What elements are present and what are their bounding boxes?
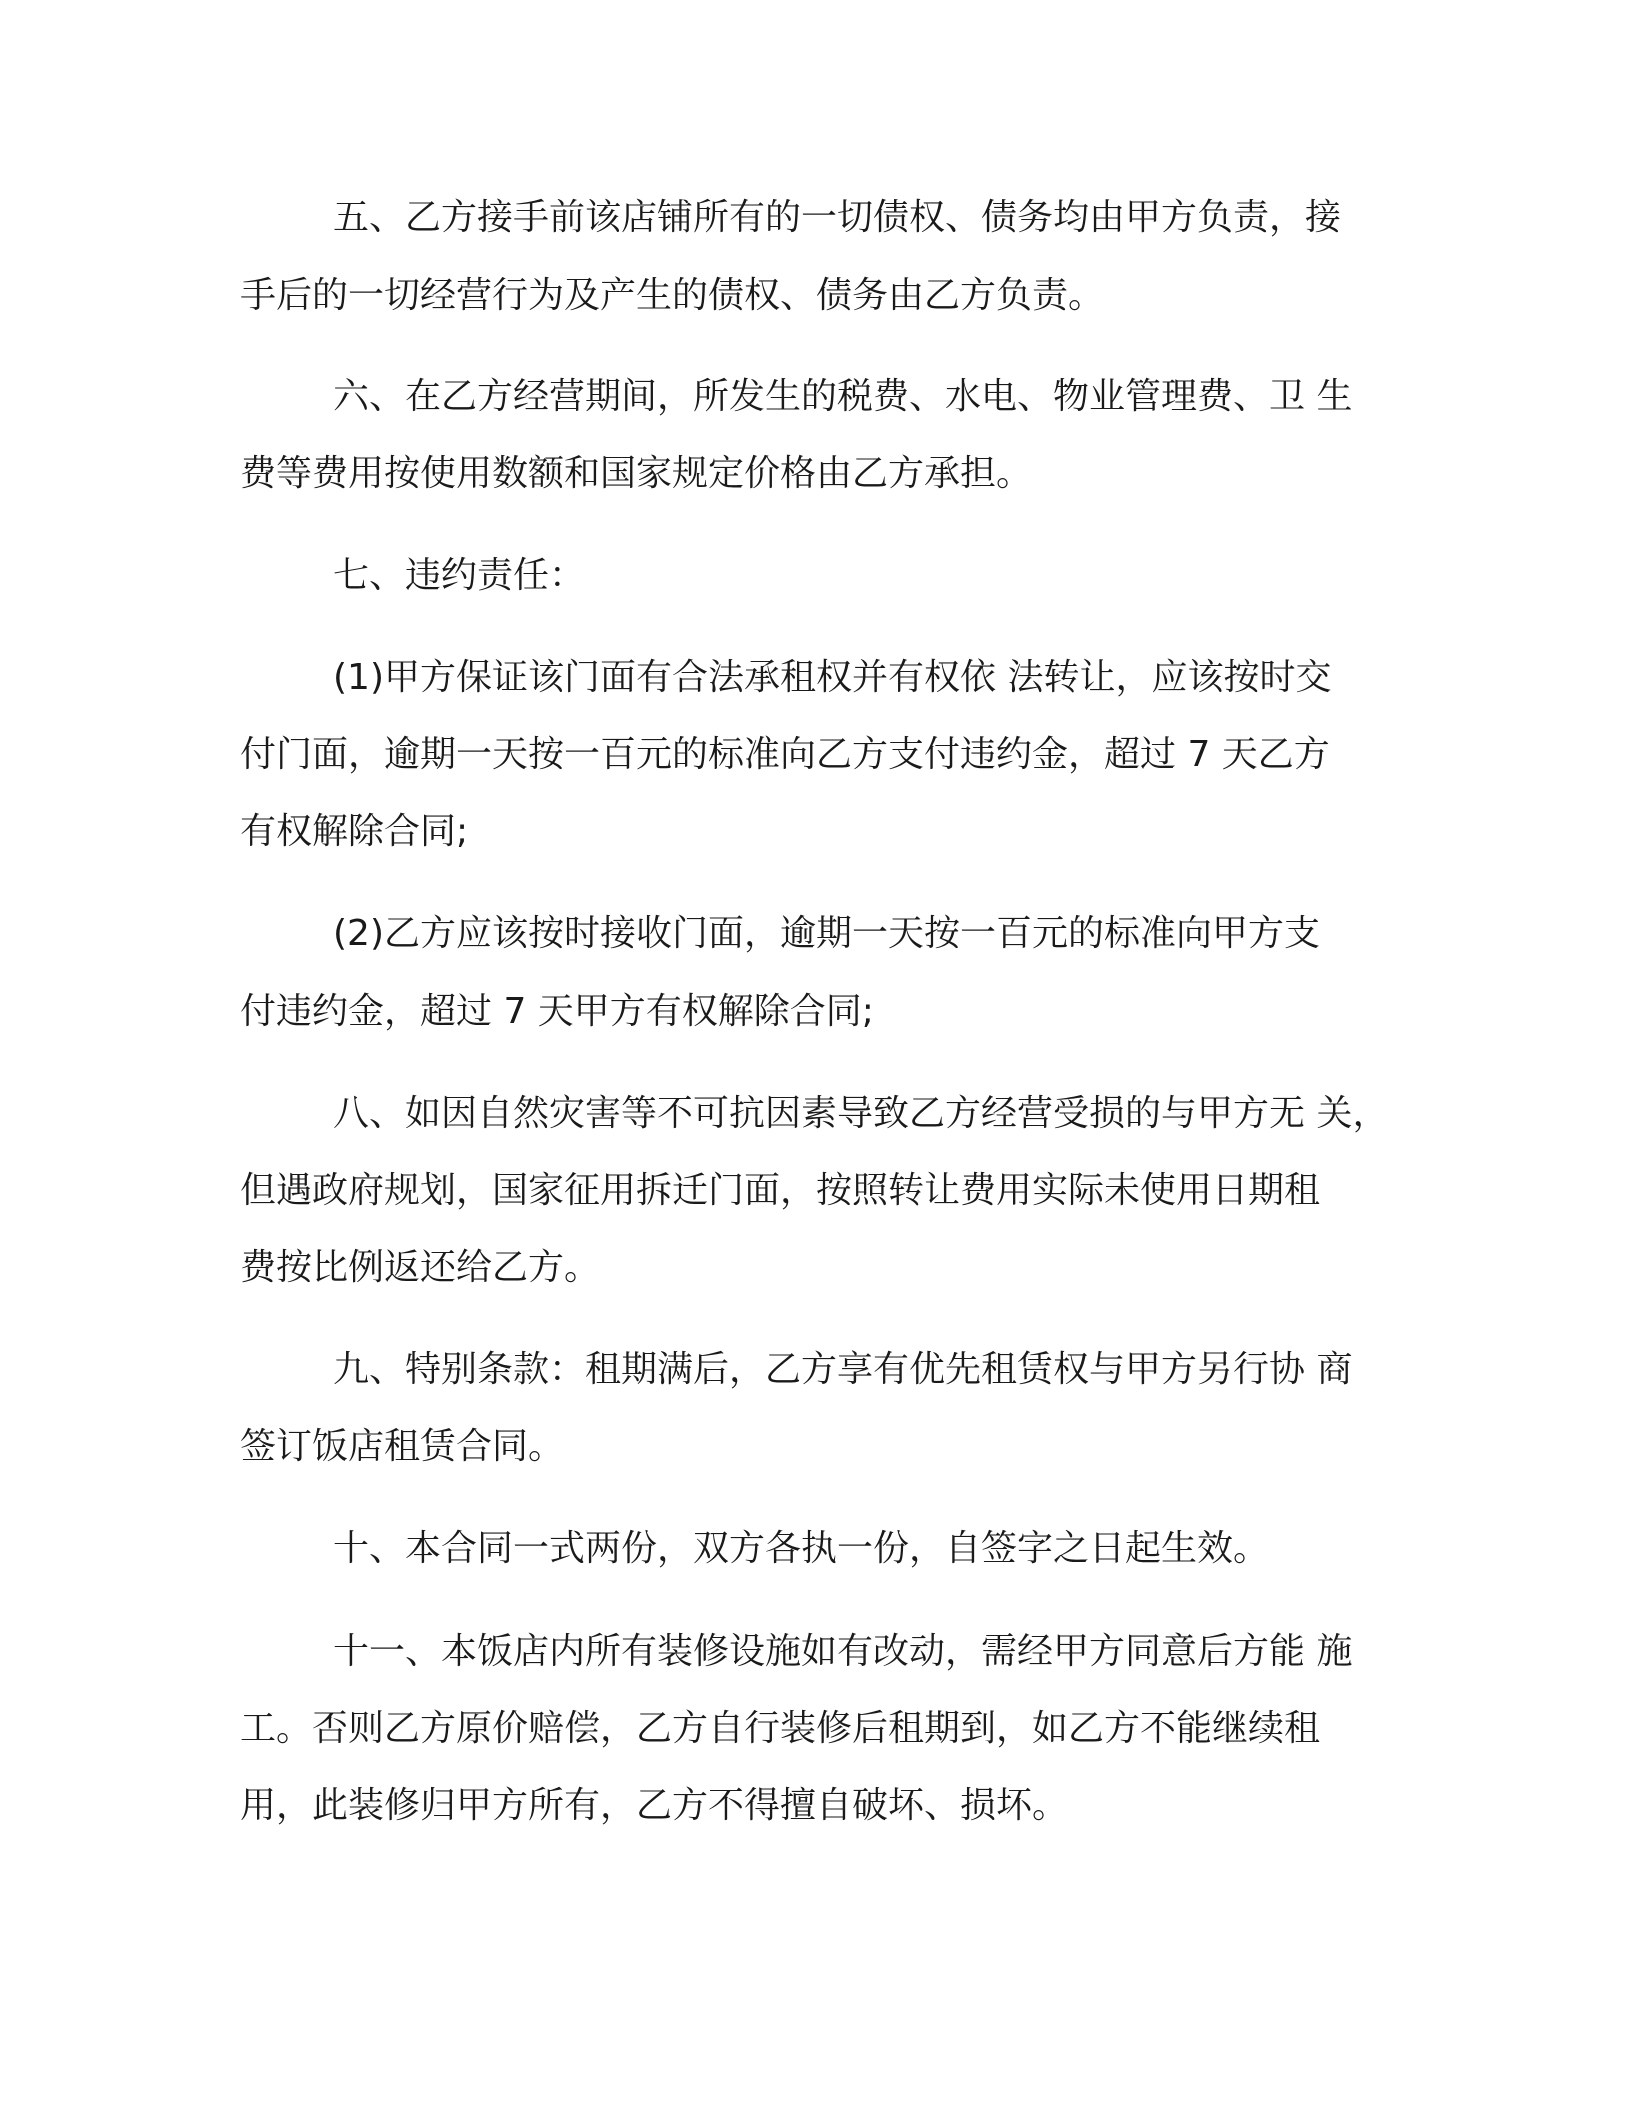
- paragraph-8-line-1: 八、如因自然灾害等不可抗因素导致乙方经营受损的与甲方无 关，: [333, 1093, 1389, 1134]
- paragraph-5-line-1: 五、乙方接手前该店铺所有的一切债权、债务均由甲方负责，接: [333, 197, 1342, 238]
- clause-1-line-1: (1)甲方保证该门面有合法承租权并有权依 法转让，应该按时交: [333, 657, 1332, 698]
- paragraph-5-line-2: 手后的一切经营行为及产生的债权、债务由乙方负责。: [240, 275, 1105, 316]
- paragraph-11-line-3: 用，此装修归甲方所有，乙方不得擅自破坏、损坏。: [240, 1785, 1069, 1826]
- paragraph-7-heading: 七、违约责任：: [333, 555, 586, 596]
- paragraph-8-line-3: 费按比例返还给乙方。: [240, 1247, 601, 1288]
- paragraph-6-line-1: 六、在乙方经营期间，所发生的税费、水电、物业管理费、卫 生: [333, 376, 1353, 417]
- clause-1-line-3: 有权解除合同;: [240, 811, 469, 852]
- clause-2-line-2: 付违约金，超过 7 天甲方有权解除合同;: [240, 991, 874, 1032]
- paragraph-10-line-1: 十、本合同一式两份，双方各执一份，自签字之日起生效。: [333, 1528, 1270, 1569]
- paragraph-6-line-2: 费等费用按使用数额和国家规定价格由乙方承担。: [240, 453, 1033, 494]
- clause-2-line-1: (2)乙方应该按时接收门面，逾期一天按一百元的标准向甲方支: [333, 913, 1320, 954]
- paragraph-11-line-1: 十一、本饭店内所有装修设施如有改动，需经甲方同意后方能 施: [333, 1631, 1353, 1672]
- clause-1-line-2: 付门面，逾期一天按一百元的标准向乙方支付违约金，超过 7 天乙方: [240, 734, 1330, 775]
- paragraph-9-line-1: 九、特别条款：租期满后，乙方享有优先租赁权与甲方另行协 商: [333, 1349, 1353, 1390]
- paragraph-11-line-2: 工。否则乙方原价赔偿，乙方自行装修后租期到，如乙方不能继续租: [240, 1708, 1321, 1749]
- paragraph-9-line-2: 签订饭店租赁合同。: [240, 1426, 565, 1467]
- paragraph-8-line-2: 但遇政府规划，国家征用拆迁门面，按照转让费用实际未使用日期租: [240, 1170, 1321, 1211]
